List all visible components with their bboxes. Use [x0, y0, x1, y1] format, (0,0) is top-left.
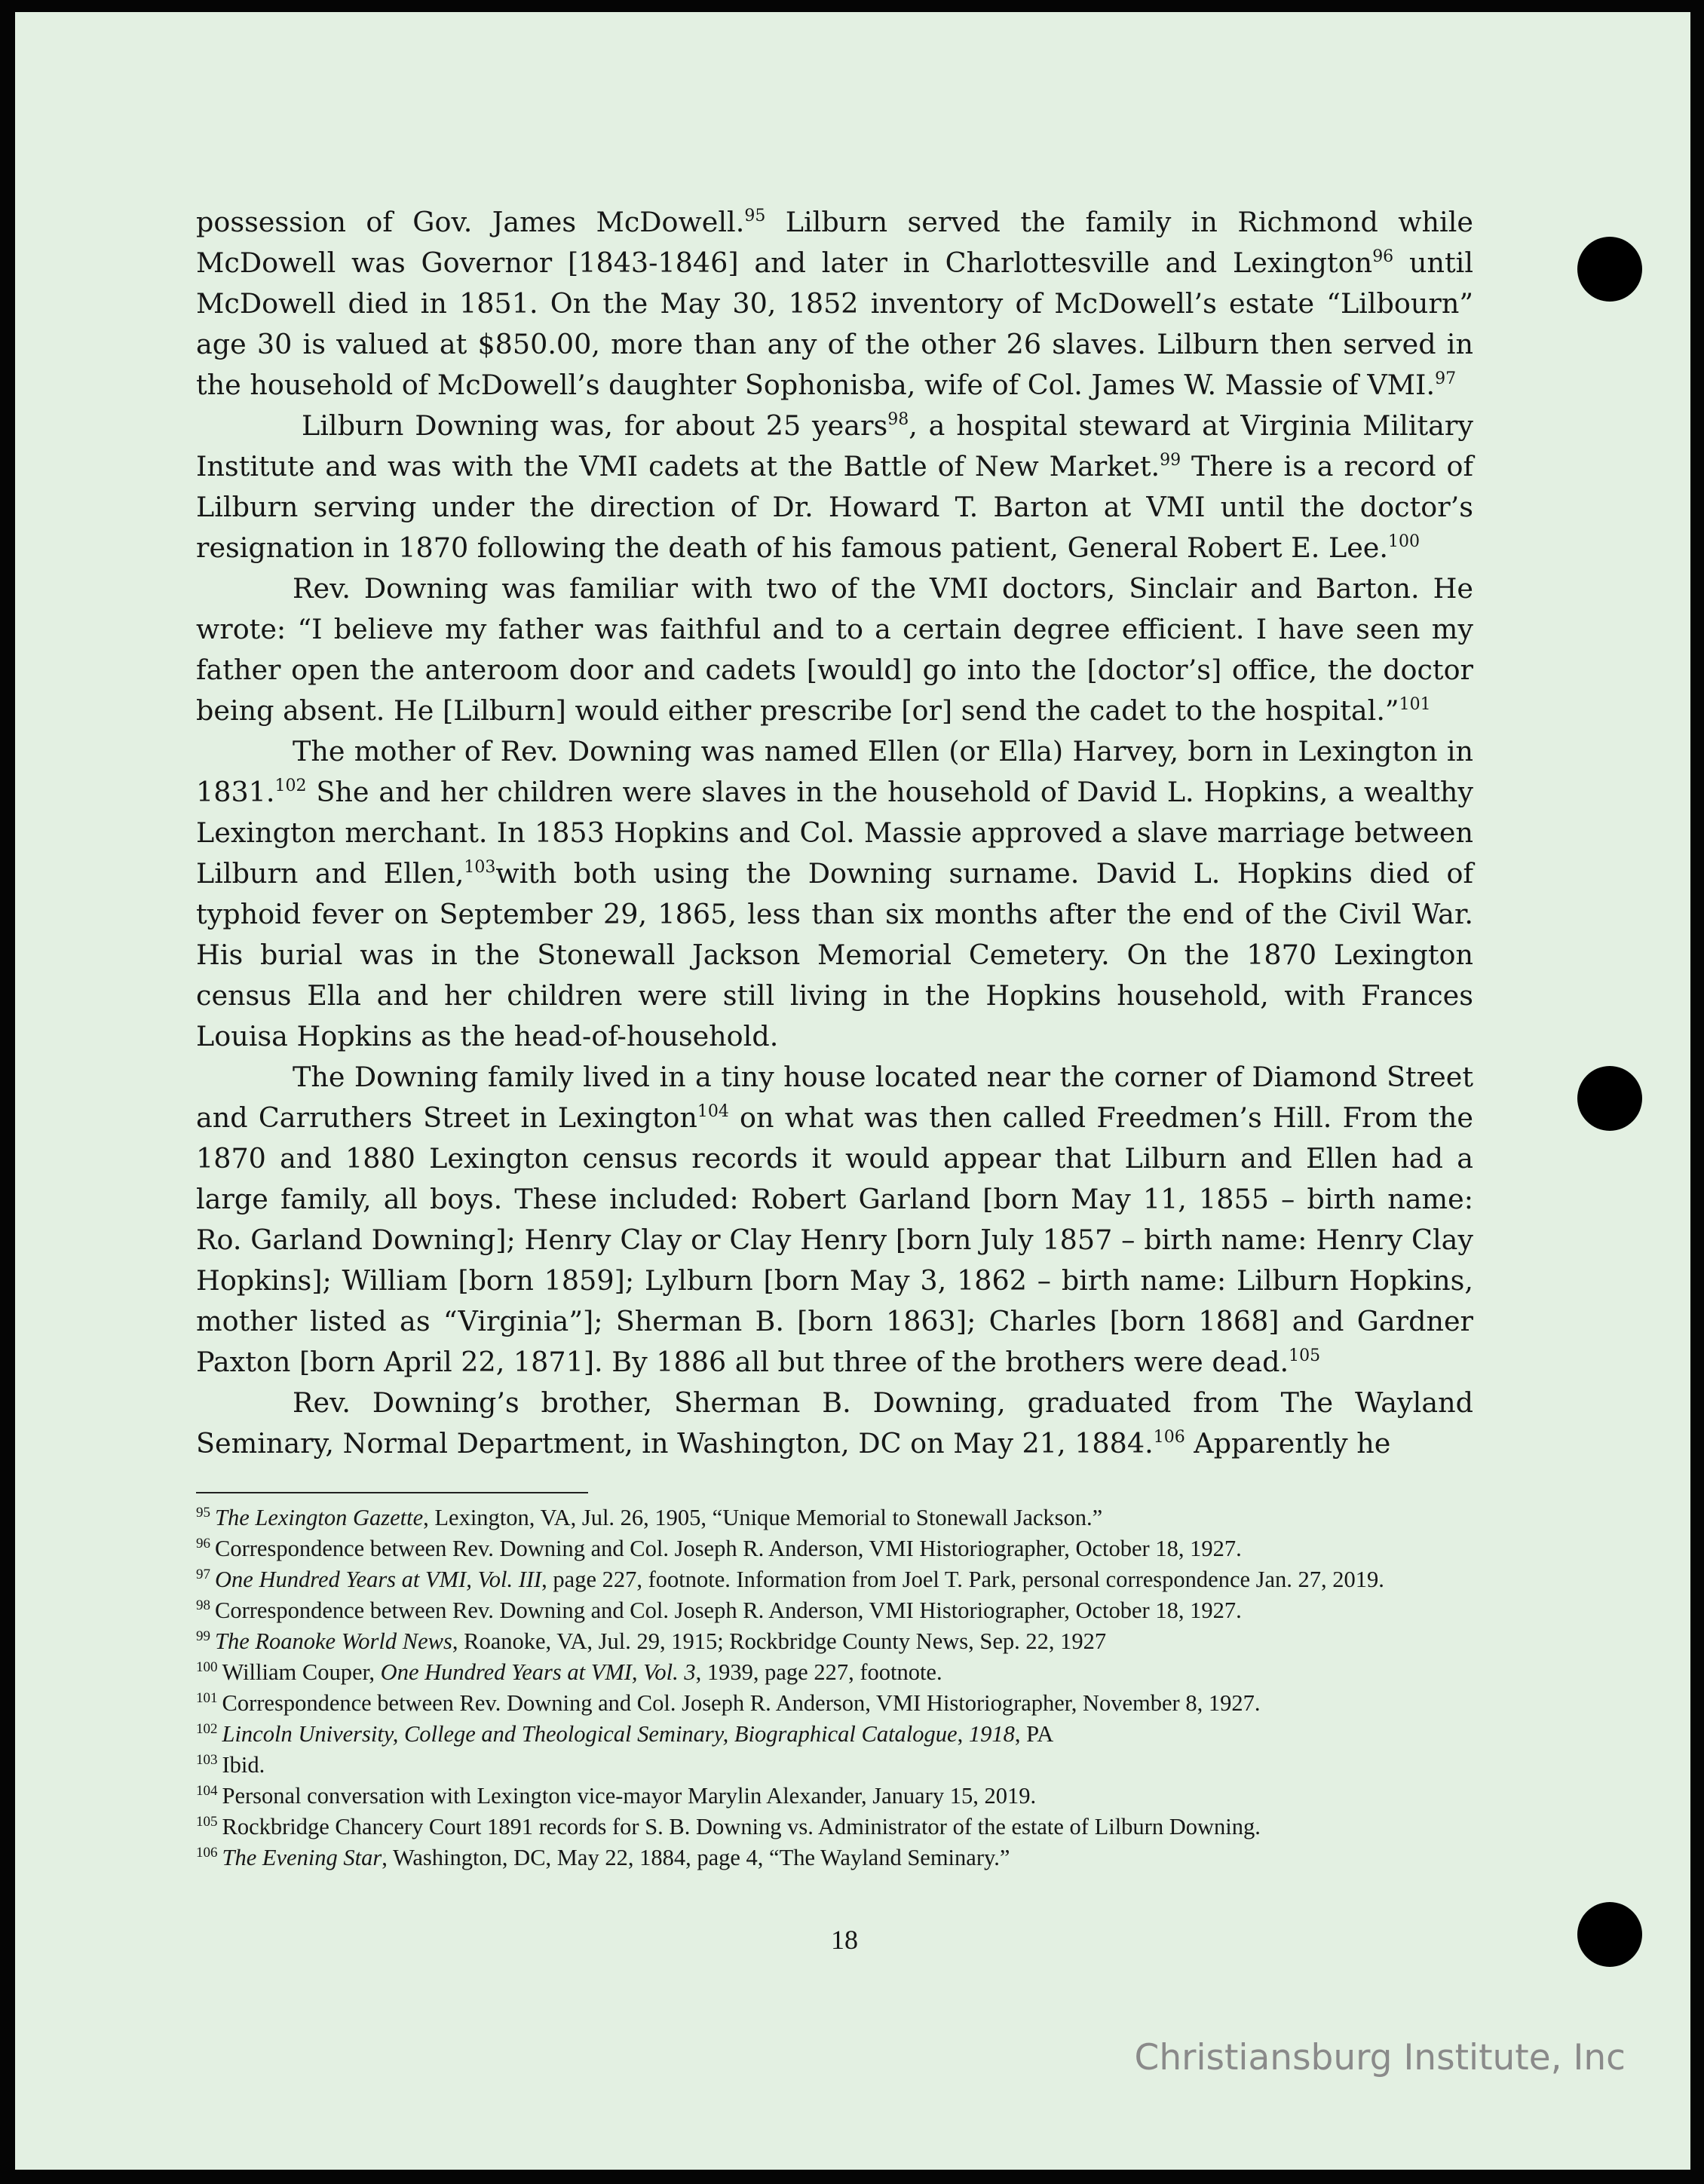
footnote-text: , Washington, DC, May 22, 1884, page 4, “The Wayland Seminary.”: [382, 1845, 1010, 1870]
footnote: [196, 1626, 1478, 1657]
text-run: , a hospital steward at Virginia Military Institute and was with the VMI cadets at the Battle of New Market.: [196, 409, 1473, 482]
footnote-ref[interactable]: 103: [464, 858, 496, 877]
footnote-number: 96: [196, 1536, 210, 1551]
text-run: possession of Gov. James McDowell.: [196, 206, 745, 238]
footnote-text: , page 227, footnote. Information from Joel T. Park, personal correspondence Jan. 27, 2019.: [541, 1567, 1384, 1592]
text-run: There is a record of Lilburn serving under the direction of Dr. Howard T. Barton at VMI until the doctor’s resignation in 1870 following the death of his famous patient, General Robert E. Lee.: [196, 450, 1473, 564]
footnote-ref[interactable]: 98: [887, 410, 909, 429]
text-run: The Downing family lived in a tiny house located near the corner of Diamond Street and Carruthers Street in Lexington: [196, 1061, 1473, 1134]
text-run: with both using the Downing surname. David L. Hopkins died of typhoid fever on September 29, 1865, less than six months after the end of the Civil War. His burial was in the Stonewall Jackson Memorial Cemetery. On the 1870 Lexington census Ella and her children were still living in the Hopkins household, with Frances Louisa Hopkins as the head-of-household.: [196, 857, 1473, 1052]
footnote: [196, 1533, 1478, 1564]
footnote-text: Ibid.: [222, 1752, 265, 1778]
footnote-title: 1918: [968, 1721, 1015, 1747]
footnote-text: , Roanoke, VA, Jul. 29, 1915; Rockbridge County News, Sep. 22, 1927: [452, 1628, 1107, 1654]
text-run: until McDowell died in 1851. On the May 30, 1852 inventory of McDowell’s estate “Lilbourn” age 30 is valued at $850.00, more than any of the other 26 slaves. Lilburn then served in the household of McDowell’s daughter Sophonisba, wife of Col. James W. Massie of VMI.: [196, 247, 1473, 401]
footnote-ref[interactable]: 96: [1372, 247, 1394, 266]
footnote-title: The Lexington Gazette: [215, 1505, 424, 1530]
footnote-ref[interactable]: 99: [1160, 451, 1181, 470]
footnote-number: 103: [196, 1752, 218, 1768]
footnote: [196, 1657, 1478, 1688]
footnote-number: 105: [196, 1814, 218, 1830]
footnote-ref[interactable]: 106: [1153, 1428, 1185, 1447]
text-run: on what was then called Freedmen’s Hill. From the 1870 and 1880 Lexington census records it would appear that Lilburn and Ellen had a large family, all boys. These included: Robert Garland [born May 11, 1855 – birth name: Ro. Garland Downing]; Henry Clay or Clay Henry [born July 1857 – birth name: Henry Clay Hopkins]; William [born 1859]; Lylburn [born May 3, 1862 – birth name: Lilburn Hopkins, mother listed as “Virginia”]; Sherman B. [born 1863]; Charles [born 1868] and Gardner Paxton [born April 22, 1871]. By 1886 all but three of the brothers were dead.: [196, 1101, 1473, 1378]
footnote: [196, 1688, 1478, 1719]
footnote-ref[interactable]: 97: [1435, 369, 1457, 388]
footnote-ref[interactable]: 105: [1289, 1346, 1321, 1365]
footnote-text: Correspondence between Rev. Downing and Col. Joseph R. Anderson, VMI Historiographer, November 8, 1927.: [222, 1690, 1261, 1716]
text-run: Apparently he: [1185, 1427, 1391, 1460]
binder-hole-top: [1577, 237, 1642, 302]
text-run: Rev. Downing was familiar with two of the VMI doctors, Sinclair and Barton. He wrote: “I believe my father was faithful and to a certain degree efficient. I have seen my father open the anteroom door and cadets [would] go into the [doctor’s] office, the doctor being absent. He [Lilburn] would either prescribe [or] send the cadet to the hospital.”: [196, 572, 1473, 727]
watermark: Christiansburg Institute, Inc: [1134, 2037, 1626, 2078]
text-run: She and her children were slaves in the household of David L. Hopkins, a wealthy Lexington merchant. In 1853 Hopkins and Col. Massie approved a slave marriage between Lilburn and Ellen,: [196, 776, 1473, 890]
footnote: [196, 1564, 1478, 1595]
binder-hole-bottom: [1577, 1902, 1642, 1967]
footnote: [196, 1781, 1478, 1812]
footnote: [196, 1750, 1478, 1781]
footnote-ref[interactable]: 104: [697, 1102, 729, 1121]
text-run: Lilburn Downing was, for about 25 years: [302, 409, 888, 442]
text-run: Rev. Downing’s brother, Sherman B. Downing, graduated from The Wayland Seminary, Normal Department, in Washington, DC on May 21, 1884.: [196, 1386, 1473, 1460]
footnote-number: 99: [196, 1628, 210, 1644]
paragraph: [196, 731, 1473, 1057]
footnote-title: One Hundred Years at VMI, Vol. III: [215, 1567, 542, 1592]
footnote-text: , PA: [1014, 1721, 1054, 1747]
page-number: 18: [831, 1925, 858, 1955]
footnote-separator: [196, 1492, 588, 1493]
text-run: The mother of Rev. Downing was named Ellen (or Ella) Harvey, born in Lexington in 1831.: [196, 735, 1473, 808]
footnote: [196, 1842, 1478, 1873]
footnote-ref[interactable]: 102: [274, 776, 307, 795]
binder-hole-middle: [1577, 1066, 1642, 1131]
footnote-number: 101: [196, 1690, 218, 1706]
footnote-number: 98: [196, 1597, 210, 1613]
footnote-text: William Couper,: [222, 1659, 381, 1685]
footnote-text: , Lexington, VA, Jul. 26, 1905, “Unique Memorial to Stonewall Jackson.”: [423, 1505, 1103, 1530]
footnote: [196, 1719, 1478, 1750]
paragraph: [196, 1057, 1473, 1383]
footnote: [196, 1595, 1478, 1626]
footnote-number: 104: [196, 1783, 218, 1799]
footnote-text: Personal conversation with Lexington vice-mayor Marylin Alexander, January 15, 2019.: [222, 1783, 1037, 1809]
footnote: [196, 1812, 1478, 1842]
footnote-number: 97: [196, 1567, 210, 1582]
footnote-number: 106: [196, 1845, 218, 1861]
footnote-text: ,: [957, 1721, 969, 1747]
paragraph: [196, 1383, 1473, 1464]
body-text: [196, 202, 1473, 1464]
footnote-text: Rockbridge Chancery Court 1891 records for S. B. Downing vs. Administrator of the estate of Lilburn Downing.: [222, 1814, 1261, 1839]
footnote-title: The Evening Star: [222, 1845, 382, 1870]
footnote-number: 102: [196, 1721, 218, 1737]
footnotes: [196, 1502, 1478, 1873]
paragraph: [196, 202, 1473, 406]
paragraph: [196, 568, 1473, 731]
footnote-ref[interactable]: 95: [744, 207, 766, 225]
footnote-text: , 1939, page 227, footnote.: [695, 1659, 942, 1685]
text-run: Lilburn served the family in Richmond while McDowell was Governor [1843-1846] and later in Charlottesville and Lexington: [196, 206, 1473, 279]
footnote-number: 95: [196, 1505, 210, 1521]
footnote-title: One Hundred Years at VMI, Vol. 3: [380, 1659, 696, 1685]
footnote-number: 100: [196, 1659, 218, 1675]
footnote-text: Correspondence between Rev. Downing and Col. Joseph R. Anderson, VMI Historiographer, October 18, 1927.: [215, 1597, 1242, 1623]
footnote-ref[interactable]: 101: [1399, 695, 1431, 714]
footnote: [196, 1502, 1478, 1533]
footnote-ref[interactable]: 100: [1388, 532, 1420, 551]
footnote-title: Lincoln University, College and Theological Seminary, Biographical Catalogue: [222, 1721, 958, 1747]
footnote-text: Correspondence between Rev. Downing and Col. Joseph R. Anderson, VMI Historiographer, October 18, 1927.: [215, 1536, 1242, 1561]
footnote-title: The Roanoke World News: [215, 1628, 452, 1654]
paragraph: [196, 406, 1473, 568]
